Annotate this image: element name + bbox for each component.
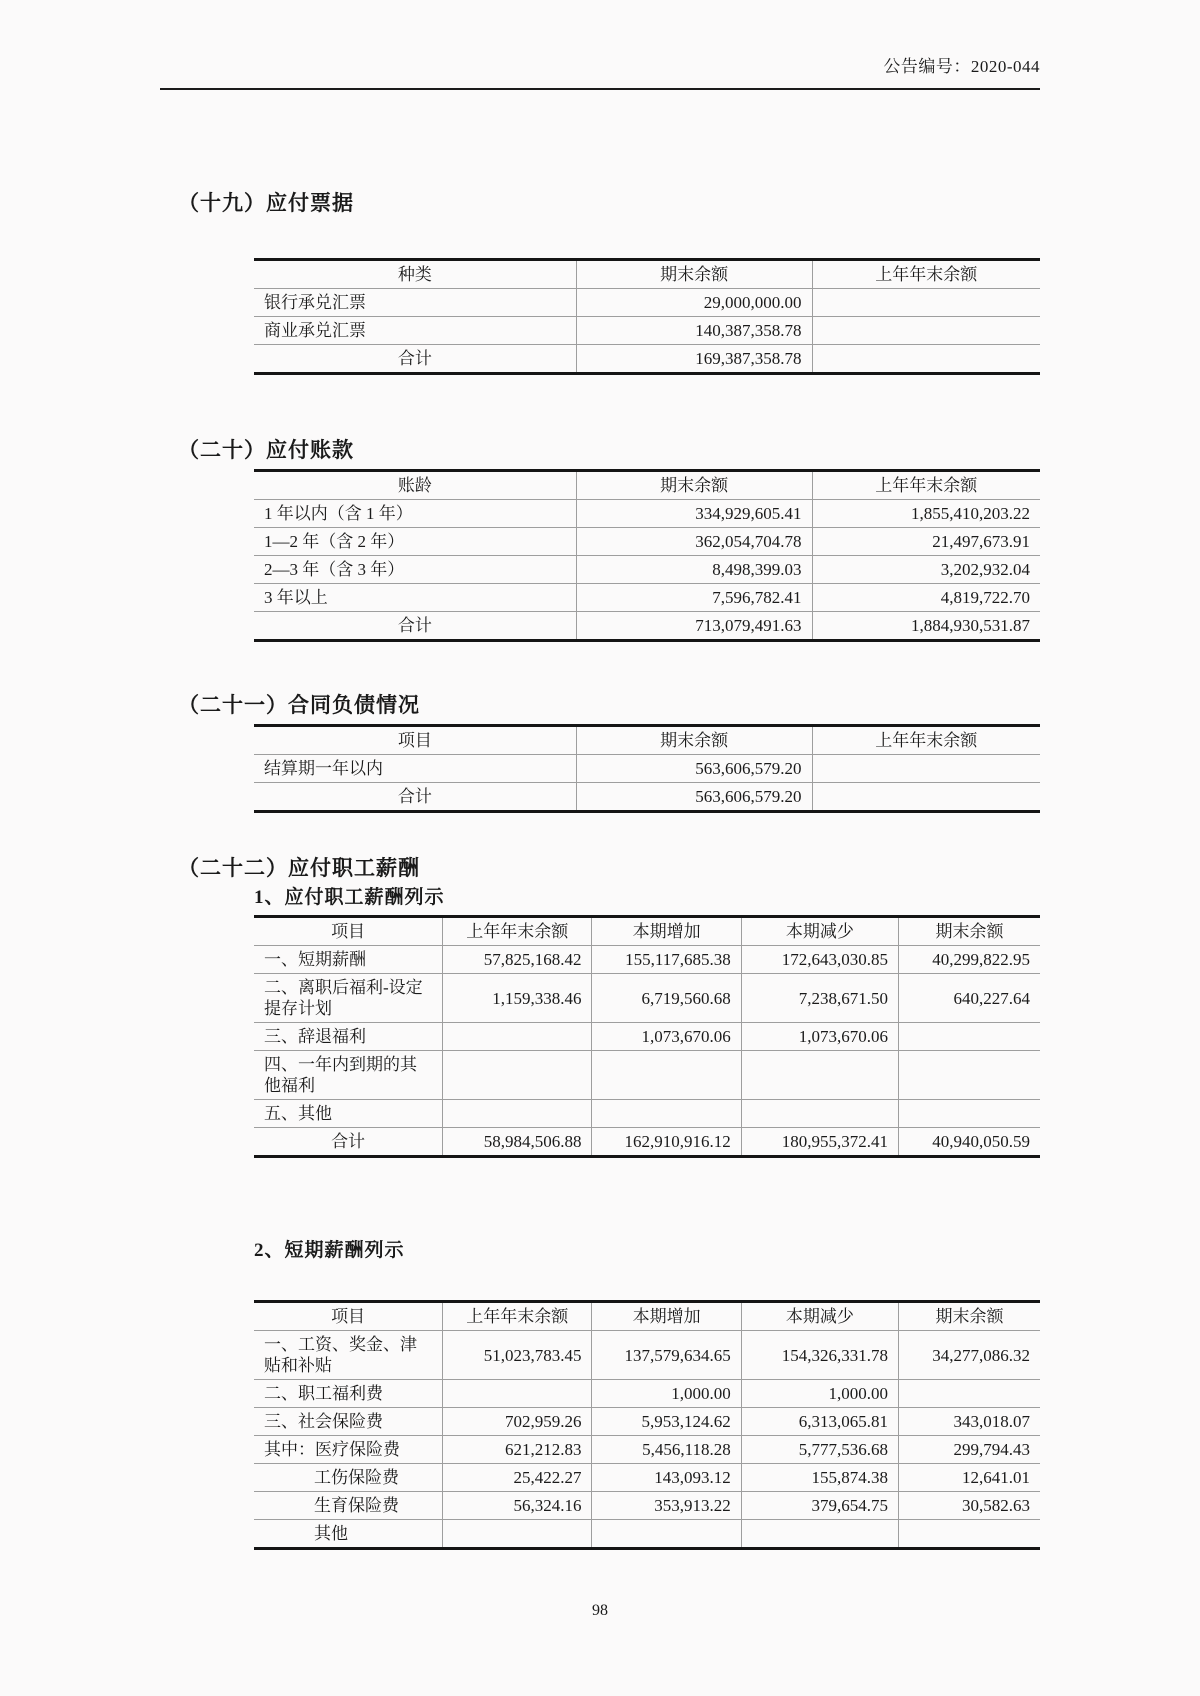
table-cell: 51,023,783.45: [443, 1331, 592, 1380]
table-cell: 180,955,372.41: [741, 1128, 898, 1157]
contract-liabilities-table: [254, 724, 1040, 813]
employee-compensation-table: [254, 915, 1040, 1158]
table-cell: 6,313,065.81: [741, 1408, 898, 1436]
section-heading-accounts-payable: （二十）应付账款: [178, 438, 354, 462]
table-cell: [898, 1023, 1040, 1051]
table-header-row: [254, 726, 1040, 755]
column-header: 期末余额: [898, 917, 1040, 946]
page-number: 98: [592, 1602, 608, 1619]
section-heading-notes-payable: （十九）应付票据: [178, 191, 354, 215]
table-cell: [443, 1023, 592, 1051]
column-header: 种类: [254, 260, 576, 289]
table-cell: 154,326,331.78: [741, 1331, 898, 1380]
table-cell: 29,000,000.00: [576, 289, 812, 317]
table-cell: 6,719,560.68: [592, 974, 741, 1023]
table-cell: [812, 755, 1040, 783]
table-cell: [898, 1100, 1040, 1128]
row-label: 商业承兑汇票: [254, 317, 576, 345]
table-row: [254, 1128, 1040, 1157]
row-label: 三、辞退福利: [254, 1023, 443, 1051]
table-cell: 563,606,579.20: [576, 755, 812, 783]
short-term-compensation-table: [254, 1300, 1040, 1550]
table-cell: 702,959.26: [443, 1408, 592, 1436]
column-header: 上年年末余额: [443, 1302, 592, 1331]
column-header: 账龄: [254, 471, 576, 500]
table-cell: 1,159,338.46: [443, 974, 592, 1023]
table-row: [254, 1520, 1040, 1549]
row-label: 一、短期薪酬: [254, 946, 443, 974]
column-header: 期末余额: [576, 471, 812, 500]
row-label: 其中：医疗保险费: [254, 1436, 443, 1464]
table-cell: 7,238,671.50: [741, 974, 898, 1023]
column-header: 期末余额: [576, 726, 812, 755]
table-row: [254, 946, 1040, 974]
table-cell: 563,606,579.20: [576, 783, 812, 812]
table-cell: 169,387,358.78: [576, 345, 812, 374]
row-label: 银行承兑汇票: [254, 289, 576, 317]
table-row: [254, 612, 1040, 641]
table-cell: 34,277,086.32: [898, 1331, 1040, 1380]
table-cell: [443, 1100, 592, 1128]
table-cell: 362,054,704.78: [576, 528, 812, 556]
table-cell: 140,387,358.78: [576, 317, 812, 345]
column-header: 本期减少: [741, 917, 898, 946]
table-row: [254, 783, 1040, 812]
table-cell: 5,456,118.28: [592, 1436, 741, 1464]
table-cell: 57,825,168.42: [443, 946, 592, 974]
table-cell: 5,953,124.62: [592, 1408, 741, 1436]
table-row: [254, 1408, 1040, 1436]
table-cell: 713,079,491.63: [576, 612, 812, 641]
table-cell: [443, 1520, 592, 1549]
row-label: 合计: [254, 345, 576, 374]
subsection-heading-short-term-compensation: 2、短期薪酬列示: [254, 1240, 405, 1261]
table-cell: 334,929,605.41: [576, 500, 812, 528]
column-header: 上年年末余额: [812, 726, 1040, 755]
table-row: [254, 1492, 1040, 1520]
table-cell: 640,227.64: [898, 974, 1040, 1023]
column-header: 项目: [254, 726, 576, 755]
table-header-row: [254, 260, 1040, 289]
table-cell: 379,654.75: [741, 1492, 898, 1520]
column-header: 项目: [254, 1302, 443, 1331]
row-label: 1—2 年（含 2 年）: [254, 528, 576, 556]
row-label: 二、职工福利费: [254, 1380, 443, 1408]
table-cell: 25,422.27: [443, 1464, 592, 1492]
section-heading-employee-compensation: （二十二）应付职工薪酬: [178, 856, 420, 880]
column-header: 期末余额: [898, 1302, 1040, 1331]
table-cell: [592, 1051, 741, 1100]
table-cell: 7,596,782.41: [576, 584, 812, 612]
table-cell: 56,324.16: [443, 1492, 592, 1520]
table-row: [254, 556, 1040, 584]
table-cell: 58,984,506.88: [443, 1128, 592, 1157]
table-row: [254, 1023, 1040, 1051]
table-cell: 1,855,410,203.22: [812, 500, 1040, 528]
table-cell: [741, 1520, 898, 1549]
table-cell: 3,202,932.04: [812, 556, 1040, 584]
table-cell: [592, 1520, 741, 1549]
table-row: [254, 345, 1040, 374]
row-label: 四、一年内到期的其他福利: [254, 1051, 443, 1100]
table-cell: 299,794.43: [898, 1436, 1040, 1464]
table-cell: [443, 1051, 592, 1100]
table-cell: 12,641.01: [898, 1464, 1040, 1492]
table-row: [254, 317, 1040, 345]
announcement-number: 公告编号：2020-044: [883, 57, 1040, 76]
table-cell: 8,498,399.03: [576, 556, 812, 584]
table-cell: 4,819,722.70: [812, 584, 1040, 612]
row-label: 三、社会保险费: [254, 1408, 443, 1436]
column-header: 上年年末余额: [443, 917, 592, 946]
table-cell: [898, 1520, 1040, 1549]
table-header-row: [254, 471, 1040, 500]
column-header: 项目: [254, 917, 443, 946]
column-header: 上年年末余额: [812, 260, 1040, 289]
table-cell: 621,212.83: [443, 1436, 592, 1464]
column-header: 本期增加: [592, 1302, 741, 1331]
table-row: [254, 755, 1040, 783]
row-label: 1 年以内（含 1 年）: [254, 500, 576, 528]
row-label: 五、其他: [254, 1100, 443, 1128]
table-row: [254, 500, 1040, 528]
table-cell: [812, 289, 1040, 317]
row-label: 生育保险费: [254, 1492, 443, 1520]
table-cell: [741, 1100, 898, 1128]
table-cell: [898, 1380, 1040, 1408]
table-cell: [812, 783, 1040, 812]
row-label: 合计: [254, 1128, 443, 1157]
column-header: 本期增加: [592, 917, 741, 946]
table-cell: 1,884,930,531.87: [812, 612, 1040, 641]
table-cell: 343,018.07: [898, 1408, 1040, 1436]
subsection-heading-compensation-list: 1、应付职工薪酬列示: [254, 887, 445, 908]
table-cell: 1,073,670.06: [592, 1023, 741, 1051]
table-cell: [812, 345, 1040, 374]
table-cell: 30,582.63: [898, 1492, 1040, 1520]
table-cell: [592, 1100, 741, 1128]
table-cell: 137,579,634.65: [592, 1331, 741, 1380]
table-header-row: [254, 917, 1040, 946]
row-label: 其他: [254, 1520, 443, 1549]
column-header: 本期减少: [741, 1302, 898, 1331]
notes-payable-table: [254, 258, 1040, 375]
table-row: [254, 1464, 1040, 1492]
table-row: [254, 1331, 1040, 1380]
table-cell: [898, 1051, 1040, 1100]
row-label: 3 年以上: [254, 584, 576, 612]
table-cell: [443, 1380, 592, 1408]
table-row: [254, 289, 1040, 317]
table-cell: 40,299,822.95: [898, 946, 1040, 974]
table-cell: 155,117,685.38: [592, 946, 741, 974]
table-cell: 1,073,670.06: [741, 1023, 898, 1051]
column-header: 期末余额: [576, 260, 812, 289]
table-row: [254, 1380, 1040, 1408]
row-label: 2—3 年（含 3 年）: [254, 556, 576, 584]
table-cell: 143,093.12: [592, 1464, 741, 1492]
table-header-row: [254, 1302, 1040, 1331]
row-label: 二、离职后福利-设定提存计划: [254, 974, 443, 1023]
table-cell: 353,913.22: [592, 1492, 741, 1520]
table-cell: 40,940,050.59: [898, 1128, 1040, 1157]
section-heading-contract-liabilities: （二十一）合同负债情况: [178, 693, 420, 717]
row-label: 一、工资、奖金、津贴和补贴: [254, 1331, 443, 1380]
table-cell: 155,874.38: [741, 1464, 898, 1492]
table-cell: 5,777,536.68: [741, 1436, 898, 1464]
table-row: [254, 1051, 1040, 1100]
row-label: 合计: [254, 783, 576, 812]
table-cell: 162,910,916.12: [592, 1128, 741, 1157]
table-cell: [812, 317, 1040, 345]
table-cell: 21,497,673.91: [812, 528, 1040, 556]
table-row: [254, 584, 1040, 612]
row-label: 合计: [254, 612, 576, 641]
row-label: 结算期一年以内: [254, 755, 576, 783]
table-row: [254, 1436, 1040, 1464]
table-cell: [741, 1051, 898, 1100]
table-row: [254, 528, 1040, 556]
column-header: 上年年末余额: [812, 471, 1040, 500]
table-row: [254, 1100, 1040, 1128]
table-cell: 172,643,030.85: [741, 946, 898, 974]
header-rule: [160, 88, 1040, 90]
table-cell: 1,000.00: [592, 1380, 741, 1408]
row-label: 工伤保险费: [254, 1464, 443, 1492]
table-row: [254, 974, 1040, 1023]
table-cell: 1,000.00: [741, 1380, 898, 1408]
accounts-payable-table: [254, 469, 1040, 642]
